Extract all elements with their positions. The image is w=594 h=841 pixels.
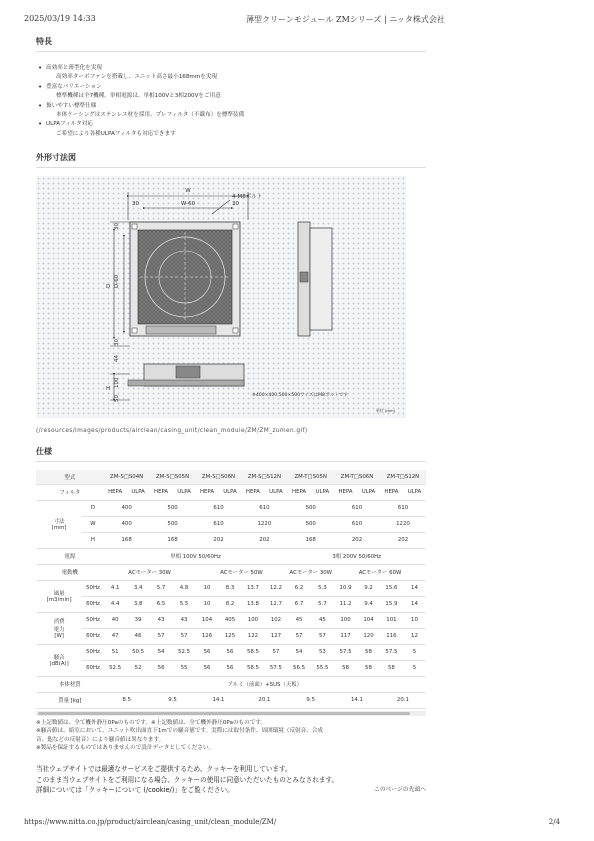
filter-cell: HEPA <box>104 484 127 500</box>
value-cell: 43 <box>173 612 196 628</box>
value-cell: 39 <box>127 612 150 628</box>
filter-cell: ULPA <box>403 484 426 500</box>
spec-sublabel: W <box>82 516 103 532</box>
value-cell: 58 <box>357 660 380 676</box>
motor-cell: ACモーター 60W <box>334 564 426 580</box>
dim-cell: 202 <box>334 532 380 548</box>
drawing-unit: 単位 (mm) <box>376 408 396 414</box>
dim-cell: 168 <box>150 532 196 548</box>
value-cell: 11.2 <box>334 596 357 612</box>
value-cell: 6.2 <box>287 580 310 596</box>
value-cell: 122 <box>241 628 264 644</box>
value-cell: 53 <box>311 644 334 660</box>
filter-cell: HEPA <box>241 484 264 500</box>
spec-unit: [dB(A)] <box>49 661 69 668</box>
dim-label-30: 30 <box>132 201 139 208</box>
features-list <box>36 64 426 139</box>
spec-row-dim-d <box>36 500 426 516</box>
value-cell: 101 <box>380 612 403 628</box>
value-cell: 57 <box>264 644 287 660</box>
spec-table <box>36 470 426 709</box>
value-cell: 58 <box>334 660 357 676</box>
value-cell: 125 <box>219 628 242 644</box>
value-cell: 56 <box>196 644 219 660</box>
spec-unit: [W] <box>54 633 64 640</box>
value-cell: 6.5 <box>150 596 173 612</box>
dim-label-w: W <box>185 188 191 195</box>
value-cell: 58 <box>380 660 403 676</box>
value-cell: 57 <box>150 628 173 644</box>
value-cell: 127 <box>264 628 287 644</box>
dim-cell: 500 <box>150 516 196 532</box>
spec-label: 型式 <box>36 470 104 484</box>
features-title: 特長 <box>36 36 426 52</box>
spec-row-consumption-50 <box>36 612 426 628</box>
spec-row-airflow-60 <box>36 596 426 612</box>
model-name: ZM-S□S06N <box>196 470 242 484</box>
print-page-number: 2/4 <box>548 818 560 826</box>
note-line: ※製品を保証するものではありませんので設計データとしてください。 <box>36 744 215 751</box>
dim-label-44: 44 <box>114 355 120 363</box>
dim-cell: 400 <box>104 500 150 516</box>
value-cell: 12.2 <box>264 580 287 596</box>
value-cell: 15.6 <box>380 580 403 596</box>
filter-cell: HEPA <box>287 484 310 500</box>
filter-cell: ULPA <box>127 484 150 500</box>
model-name: ZM-T□S06N <box>334 470 380 484</box>
spec-row-filter <box>36 484 426 500</box>
hz-label: 60Hz <box>82 628 103 644</box>
spec-label-consumption <box>36 612 82 644</box>
value-cell: 100 <box>241 612 264 628</box>
spec-label: 質量 [kg] <box>36 692 104 708</box>
dimension-drawing <box>36 176 406 418</box>
value-cell: 57.5 <box>264 660 287 676</box>
bolt-label: 4-M8ボルト <box>232 194 263 201</box>
dim-label-30: 30 <box>232 201 239 208</box>
feature-head: • 高効率と薄型化を実現 <box>46 65 102 71</box>
value-cell: 57 <box>311 628 334 644</box>
value-cell: 120 <box>357 628 380 644</box>
value-cell: 51 <box>104 644 127 660</box>
model-name: ZM-T□S12N <box>380 470 426 484</box>
filter-cell: ULPA <box>311 484 334 500</box>
spec-row-motor <box>36 564 426 580</box>
dim-cell: 500 <box>287 500 334 516</box>
main-content <box>36 36 426 752</box>
spec-label: 騒音 <box>53 655 65 662</box>
value-cell: 9.4 <box>357 596 380 612</box>
value-cell: 4.8 <box>173 580 196 596</box>
value-cell: 116 <box>380 628 403 644</box>
spec-label: 消費 <box>53 619 65 626</box>
cookie-notice <box>36 764 426 796</box>
motor-cell: ACモーター 50W <box>196 564 288 580</box>
value-cell: 57.5 <box>334 644 357 660</box>
spec-sublabel: D <box>82 500 103 516</box>
back-to-top-link[interactable]: このページの先頭へ <box>373 787 426 793</box>
dimensions-title: 外形寸法図 <box>36 152 426 168</box>
value-cell: 45 <box>311 612 334 628</box>
motor-cell: ACモーター 30W <box>287 564 334 580</box>
image-alt-path: (/resources/images/products/airclean/casing_unit/clean_module/ZM/ZM_zumen.gif) <box>36 428 308 435</box>
spec-unit: [mm] <box>51 525 67 532</box>
dim-cell: 610 <box>196 500 242 516</box>
spec-row-noise-60 <box>36 660 426 676</box>
material-cell: アルミ（前面）+SUS（天板） <box>104 676 426 692</box>
value-cell: 6.7 <box>287 596 310 612</box>
hz-label: 60Hz <box>82 660 103 676</box>
value-cell: 52.5 <box>104 660 127 676</box>
weight-cell: 8.5 <box>104 692 150 708</box>
feature-item <box>36 83 426 102</box>
feature-desc: 高効率ターボファンを搭載し、ユニット高さ最小168mmを実現 <box>56 74 218 81</box>
dim-label-d: D <box>106 284 111 291</box>
spec-label: 電源 <box>36 548 104 564</box>
dim-label-w60: W-60 <box>180 201 196 208</box>
value-cell: 5 <box>403 660 426 676</box>
feature-item <box>36 64 426 83</box>
dim-label-50: 50 <box>114 395 120 403</box>
value-cell: 8.2 <box>219 596 242 612</box>
value-cell: 405 <box>219 612 242 628</box>
table-horizontal-scrollbar[interactable] <box>36 711 426 716</box>
value-cell: 13.8 <box>241 596 264 612</box>
value-cell: 47 <box>104 628 127 644</box>
spec-label: 寸法 <box>53 519 65 526</box>
weight-cell: 9.5 <box>287 692 334 708</box>
model-name: ZM-T□S05N <box>287 470 334 484</box>
hz-label: 60Hz <box>82 596 103 612</box>
value-cell: 104 <box>196 612 219 628</box>
note-line: ※騒音値は、暗室において、ユニット吹出面直下1mでの騒音値です。実際には取付条件、周囲環境（反射音、合成 <box>36 728 324 735</box>
weight-cell: 14.1 <box>334 692 380 708</box>
feature-item <box>36 120 426 139</box>
value-cell: 58.5 <box>241 644 264 660</box>
value-cell: 14 <box>403 580 426 596</box>
value-cell: 102 <box>264 612 287 628</box>
value-cell: 3.4 <box>127 580 150 596</box>
value-cell: 5.5 <box>173 596 196 612</box>
value-cell: 14 <box>403 596 426 612</box>
dim-label-30: 30 <box>114 223 120 231</box>
dim-cell: 1220 <box>380 516 426 532</box>
spec-row-dim-w <box>36 516 426 532</box>
value-cell: 15.9 <box>380 596 403 612</box>
motor-cell: ACモーター 30W <box>104 564 196 580</box>
dim-cell: 610 <box>196 516 242 532</box>
feature-head: • ULPAフィルタ対応 <box>46 121 93 128</box>
value-cell: 57.5 <box>380 644 403 660</box>
value-cell: 40 <box>104 612 127 628</box>
spec-label: フィルタ <box>36 484 104 500</box>
spec-notes <box>36 719 426 753</box>
filter-cell: ULPA <box>173 484 196 500</box>
print-page-title: 薄型クリーンモジュール ZMシリーズ | ニッタ株式会社 <box>246 15 445 24</box>
filter-cell: HEPA <box>196 484 219 500</box>
spec-label-dims <box>36 500 82 548</box>
feature-desc: 標準機種は全7機種。単相電源は、単相100Vと3相200Vをご用意 <box>56 93 221 100</box>
dim-cell: 1220 <box>241 516 287 532</box>
dim-label-d60: D-60 <box>114 275 120 289</box>
value-cell: 5.7 <box>150 580 173 596</box>
cookie-text-line: このまま当ウェブサイトをご利用になる場合、クッキーの使用に同意いただいたものとみなされます。 <box>36 775 339 784</box>
weight-cell: 9.5 <box>150 692 196 708</box>
weight-cell: 20.1 <box>380 692 426 708</box>
spec-row-noise-50 <box>36 644 426 660</box>
value-cell: 12 <box>403 628 426 644</box>
value-cell: 117 <box>334 628 357 644</box>
value-cell: 100 <box>334 612 357 628</box>
power-cell: 単相 100V 50/60Hz <box>104 548 288 564</box>
value-cell: 126 <box>196 628 219 644</box>
spec-row-dim-h <box>36 532 426 548</box>
spec-label: 電力 <box>53 627 65 634</box>
value-cell: 5.3 <box>311 580 334 596</box>
spec-label: 本体材質 <box>36 676 104 692</box>
value-cell: 5.7 <box>311 596 334 612</box>
hz-label: 50Hz <box>82 644 103 660</box>
value-cell: 52.5 <box>173 644 196 660</box>
value-cell: 12.7 <box>264 596 287 612</box>
value-cell: 13.7 <box>241 580 264 596</box>
filter-cell: HEPA <box>380 484 403 500</box>
dim-cell: 202 <box>196 532 242 548</box>
print-footer <box>24 818 570 830</box>
value-cell: 54 <box>287 644 310 660</box>
value-cell: 8.3 <box>219 580 242 596</box>
dim-cell: 610 <box>380 500 426 516</box>
value-cell: 56 <box>219 644 242 660</box>
value-cell: 56 <box>150 660 173 676</box>
dim-cell: 400 <box>104 516 150 532</box>
dim-cell: 500 <box>150 500 196 516</box>
value-cell: 56 <box>196 660 219 676</box>
print-url: https://www.nitta.co.jp/product/airclean/casing_unit/clean_module/ZM/ <box>24 818 277 826</box>
value-cell: 50.5 <box>127 644 150 660</box>
dim-cell: 610 <box>334 516 380 532</box>
spec-row-power <box>36 548 426 564</box>
value-cell: 4.4 <box>104 596 127 612</box>
value-cell: 5 <box>403 644 426 660</box>
spec-label: 風量 <box>53 591 65 598</box>
cookie-text-line: 当社ウェブサイトでは最適なサービスをご提供するため、クッキーを利用しています。 <box>36 765 292 773</box>
value-cell: 55 <box>173 660 196 676</box>
spec-sublabel: H <box>82 532 103 548</box>
value-cell: 56 <box>219 660 242 676</box>
weight-cell: 14.1 <box>196 692 242 708</box>
value-cell: 4.1 <box>104 580 127 596</box>
spec-label: 電動機 <box>36 564 104 580</box>
value-cell: 9.2 <box>357 580 380 596</box>
dim-cell: 202 <box>380 532 426 548</box>
print-header <box>24 14 570 26</box>
value-cell: 10.9 <box>334 580 357 596</box>
spec-table-scroll[interactable] <box>36 470 426 709</box>
dim-cell: 168 <box>104 532 150 548</box>
value-cell: 58 <box>357 644 380 660</box>
filter-cell: ULPA <box>219 484 242 500</box>
value-cell: 54 <box>150 644 173 660</box>
spec-row-airflow-50 <box>36 580 426 596</box>
dim-cell: 168 <box>287 532 334 548</box>
dim-label-100: 100 <box>114 377 120 389</box>
value-cell: 3.8 <box>127 596 150 612</box>
power-cell: 3相 200V 50/60Hz <box>287 548 426 564</box>
spec-label-noise <box>36 644 82 676</box>
value-cell: 52 <box>127 660 150 676</box>
dim-cell: 500 <box>287 516 334 532</box>
hz-label: 50Hz <box>82 580 103 596</box>
spec-row-consumption-60 <box>36 628 426 644</box>
value-cell: 46 <box>127 628 150 644</box>
value-cell: 10 <box>403 612 426 628</box>
dim-cell: 610 <box>334 500 380 516</box>
value-cell: 10 <box>196 596 219 612</box>
value-cell: 10 <box>196 580 219 596</box>
value-cell: 45 <box>287 612 310 628</box>
dim-label-h: H <box>106 386 111 393</box>
model-name: ZM-S□S12N <box>241 470 287 484</box>
model-name: ZM-S□S04N <box>104 470 150 484</box>
filter-cell: HEPA <box>334 484 357 500</box>
spec-label-airflow <box>36 580 82 612</box>
dim-cell: 610 <box>241 500 287 516</box>
scrollbar-thumb[interactable] <box>38 712 410 715</box>
dimension-drawing-svg <box>36 176 406 418</box>
value-cell: 56.5 <box>287 660 310 676</box>
weight-cell: 20.1 <box>241 692 287 708</box>
value-cell: 43 <box>150 612 173 628</box>
spec-row-weight <box>36 692 426 708</box>
filter-cell: HEPA <box>150 484 173 500</box>
filter-cell: ULPA <box>357 484 380 500</box>
value-cell: 104 <box>357 612 380 628</box>
feature-desc: ご希望により各種ULPAフィルタも対応できます <box>56 130 176 137</box>
feature-desc: 本体ケーシングはステンレス材を採用、プレフィルタ（不織布）を標準装備 <box>56 112 245 119</box>
note-line: 音、他などの反射音）により騒音値は異なります。 <box>36 736 165 743</box>
dim-label-30: 30 <box>114 339 120 347</box>
value-cell: 57 <box>173 628 196 644</box>
spec-row-material <box>36 676 426 692</box>
feature-head: • 豊富なバリエーション <box>46 83 102 90</box>
spec-title: 仕様 <box>36 446 426 462</box>
feature-item <box>36 102 426 121</box>
cookie-policy-link[interactable]: 詳細については「クッキーについて (/cookie/)」をご覧ください。 <box>36 786 234 794</box>
model-name: ZM-S□S05N <box>150 470 196 484</box>
hz-label: 50Hz <box>82 612 103 628</box>
spec-row-model <box>36 470 426 484</box>
spec-unit: [m3/min] <box>46 597 72 604</box>
drawing-note: ※400×400,500×500サイズはM8ボルトです <box>252 393 348 399</box>
feature-head: • 扱いやすい標準仕様 <box>46 102 97 109</box>
filter-cell: ULPA <box>264 484 287 500</box>
value-cell: 58.5 <box>241 660 264 676</box>
dim-cell: 202 <box>241 532 287 548</box>
value-cell: 55.5 <box>311 660 334 676</box>
note-line: ※上記数値は、全て機外静圧0Paのものです。※上記数値は、全て機外静圧0Paのものです。 <box>36 719 267 726</box>
print-datetime: 2025/03/19 14:33 <box>24 14 96 23</box>
value-cell: 57 <box>287 628 310 644</box>
